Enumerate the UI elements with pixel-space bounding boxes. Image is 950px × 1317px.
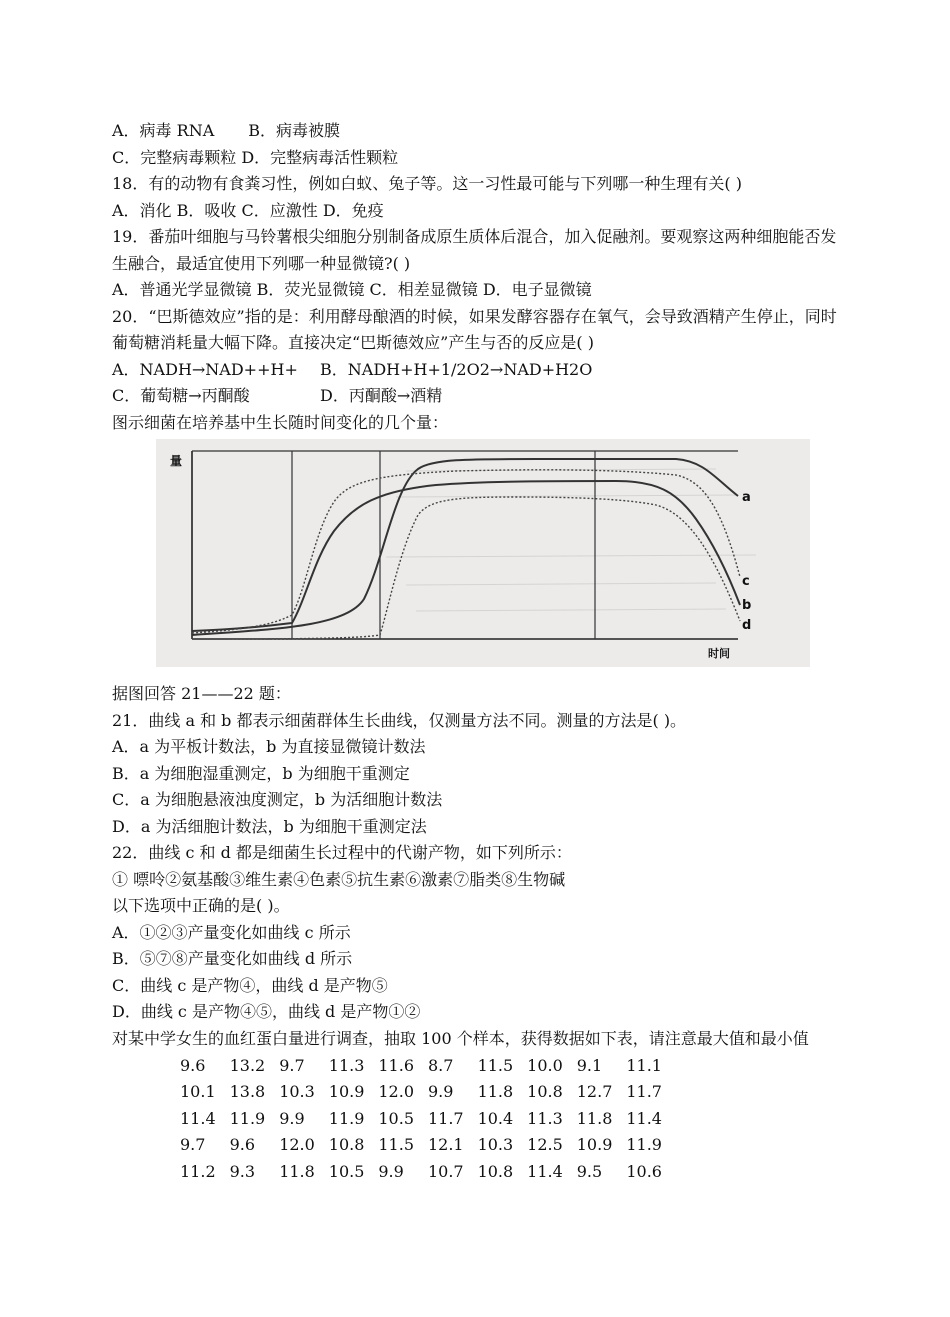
curve-d bbox=[192, 497, 740, 639]
table-cell: 9.6 bbox=[229, 1135, 256, 1155]
table-cell: 9.9 bbox=[378, 1161, 404, 1181]
table-cell: 9.7 bbox=[180, 1135, 206, 1155]
table-cell: 9.7 bbox=[279, 1055, 305, 1075]
q22-stem: 22．曲线 c 和 d 都是细菌生长过程中的代谢产物，如下列所示： bbox=[112, 843, 572, 862]
table-cell: 9.1 bbox=[576, 1055, 603, 1075]
curve-label-a: a bbox=[742, 490, 751, 505]
table-cell: 10.3 bbox=[477, 1135, 514, 1155]
q17-options-ab bbox=[112, 118, 842, 145]
table-cell: 12.5 bbox=[527, 1135, 563, 1155]
bacterial-growth-figure bbox=[156, 439, 810, 667]
table-cell: 11.3 bbox=[527, 1108, 563, 1128]
table-cell: 11.4 bbox=[527, 1161, 563, 1181]
q18-options: A．消化 B．吸收 C．应激性 D．免疫 bbox=[112, 200, 384, 220]
table-cell: 10.1 bbox=[180, 1082, 216, 1102]
table-cell: 9.5 bbox=[576, 1161, 603, 1181]
table-cell: 11.8 bbox=[576, 1108, 613, 1128]
table-cell: 10.8 bbox=[477, 1161, 514, 1181]
table-cell: 10.3 bbox=[279, 1082, 315, 1102]
table-cell: 10.4 bbox=[477, 1108, 514, 1128]
q22-option-a: A．①②③产量变化如曲线 c 所示 bbox=[112, 922, 351, 942]
table-cell: 10.7 bbox=[427, 1161, 464, 1181]
table-row bbox=[180, 1079, 676, 1106]
q22-option-c: C．曲线 c 是产物④，曲线 d 是产物⑤ bbox=[112, 975, 388, 995]
q20-option-d: D．丙酮酸→酒精 bbox=[320, 386, 443, 405]
table-cell: 8.7 bbox=[427, 1055, 454, 1075]
q19-options: A．普通光学显微镜 B．荧光显微镜 C．相差显微镜 D．电子显微镜 bbox=[112, 280, 592, 299]
growth-curves-svg bbox=[156, 439, 810, 667]
table-cell: 11.6 bbox=[378, 1055, 414, 1075]
table-cell: 11.2 bbox=[180, 1161, 216, 1181]
table-row bbox=[180, 1105, 676, 1132]
table-row bbox=[180, 1158, 676, 1185]
table-cell: 11.9 bbox=[328, 1108, 365, 1128]
table-cell: 10.8 bbox=[328, 1135, 365, 1155]
curve-label-c: c bbox=[742, 574, 750, 589]
y-axis-label: 量 bbox=[170, 454, 183, 468]
survey-intro: 对某中学女生的血红蛋白量进行调查，抽取 100 个样本，获得数据如下表，请注意最大值和最小值 bbox=[112, 1028, 809, 1048]
table-cell: 11.1 bbox=[626, 1055, 662, 1075]
table-cell: 11.8 bbox=[477, 1082, 514, 1102]
table-cell: 10.6 bbox=[626, 1161, 662, 1181]
table-cell: 9.3 bbox=[229, 1161, 256, 1181]
table-cell: 12.1 bbox=[427, 1135, 464, 1155]
table-cell: 10.5 bbox=[328, 1161, 365, 1181]
q22-option-b: B．⑤⑦⑧产量变化如曲线 d 所示 bbox=[112, 949, 353, 968]
q20-options-cd bbox=[112, 383, 842, 410]
table-row bbox=[180, 1132, 676, 1159]
q17-options-cd: C．完整病毒颗粒 D．完整病毒活性颗粒 bbox=[112, 147, 399, 167]
table-cell: 10.8 bbox=[527, 1082, 563, 1102]
q22-list: ① 嘌呤②氨基酸③维生素④色素⑤抗生素⑥激素⑦脂类⑧生物碱 bbox=[112, 869, 566, 889]
table-cell: 11.4 bbox=[626, 1108, 662, 1128]
table-cell: 12.0 bbox=[279, 1135, 315, 1155]
q20-option-a: A．NADH→NAD++H+ bbox=[112, 359, 298, 379]
figure-caption: 图示细菌在培养基中生长随时间变化的几个量： bbox=[112, 412, 449, 432]
q20-option-c: C．葡萄糖→丙酮酸 bbox=[112, 386, 250, 405]
q21-option-a: A．a 为平板计数法，b 为直接显微镜计数法 bbox=[112, 737, 426, 756]
q20-stem: 20．“巴斯德效应”指的是：利用酵母酿酒的时候，如果发酵容器存在氧气，会导致酒精产生停止，同时葡萄糖消耗量大幅下降。直接决定“巴斯德效应”产生与否的反应是( ) bbox=[112, 306, 837, 352]
table-cell: 11.3 bbox=[328, 1055, 365, 1075]
curve-label-b: b bbox=[742, 598, 752, 613]
table-row bbox=[180, 1052, 676, 1079]
intro-21-22: 据图回答 21——22 题： bbox=[112, 684, 291, 703]
q21-stem: 21．曲线 a 和 b 都表示细菌群体生长曲线，仅测量方法不同。测量的方法是( )。 bbox=[112, 710, 687, 730]
curve-label-d: d bbox=[742, 618, 752, 633]
table-cell: 9.9 bbox=[279, 1108, 305, 1128]
table-cell: 11.7 bbox=[427, 1108, 464, 1128]
q18-stem: 18．有的动物有食粪习性，例如白蚁、兔子等。这一习性最可能与下列哪一种生理有关( ) bbox=[112, 174, 742, 193]
table-cell: 10.9 bbox=[576, 1135, 613, 1155]
table-cell: 11.4 bbox=[180, 1108, 216, 1128]
table-cell: 11.7 bbox=[626, 1082, 662, 1102]
table-cell: 13.8 bbox=[229, 1082, 266, 1102]
table-cell: 9.9 bbox=[427, 1082, 454, 1102]
q21-option-c: C．a 为细胞悬液浊度测定，b 为活细胞计数法 bbox=[112, 790, 443, 809]
table-cell: 12.7 bbox=[576, 1082, 613, 1102]
curve-a bbox=[192, 459, 738, 635]
q19-stem: 19．番茄叶细胞与马铃薯根尖细胞分别制备成原生质体后混合，加入促融剂。要观察这两种细胞能否发生融合，最适宜使用下列哪一种显微镜?( ) bbox=[112, 227, 837, 273]
q17-option-a: A．病毒 RNA bbox=[112, 121, 215, 140]
q22-option-d: D．曲线 c 是产物④⑤，曲线 d 是产物①② bbox=[112, 1002, 421, 1021]
curve-c bbox=[192, 470, 740, 633]
q22-prompt: 以下选项中正确的是( )。 bbox=[112, 896, 290, 915]
table-cell: 11.9 bbox=[229, 1108, 266, 1128]
q20-option-b: B．NADH+H+1/2O2→NAD+H2O bbox=[320, 359, 593, 379]
table-cell: 13.2 bbox=[229, 1055, 266, 1075]
x-axis-label: 时间 bbox=[708, 647, 730, 660]
exam-page bbox=[112, 118, 842, 1185]
hemoglobin-data-table bbox=[180, 1052, 676, 1185]
table-cell: 12.0 bbox=[378, 1082, 414, 1102]
q17-option-b: B．病毒被膜 bbox=[248, 121, 341, 140]
table-cell: 11.5 bbox=[477, 1055, 514, 1075]
q21-option-b: B．a 为细胞湿重测定，b 为细胞干重测定 bbox=[112, 763, 410, 783]
table-cell: 11.9 bbox=[626, 1135, 662, 1155]
table-cell: 10.9 bbox=[328, 1082, 365, 1102]
table-cell: 10.0 bbox=[527, 1055, 563, 1075]
table-cell: 10.5 bbox=[378, 1108, 414, 1128]
q20-options-ab bbox=[112, 357, 842, 384]
table-cell: 9.6 bbox=[180, 1055, 206, 1075]
table-cell: 11.5 bbox=[378, 1135, 414, 1155]
table-cell: 11.8 bbox=[279, 1161, 315, 1181]
q21-option-d: D．a 为活细胞计数法，b 为细胞干重测定法 bbox=[112, 816, 427, 836]
